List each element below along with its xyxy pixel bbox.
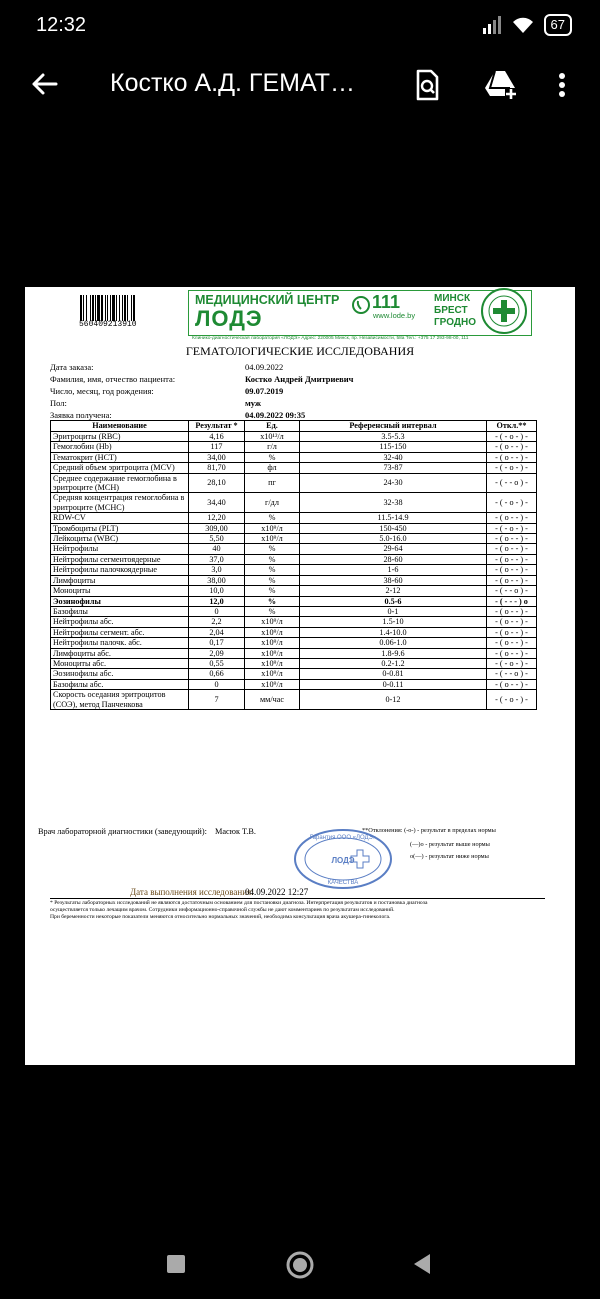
column-header: Референсный интервал	[300, 421, 487, 432]
reference-range: 0-0.81	[300, 669, 487, 679]
info-value: Костко Андрей Дмитриевич	[245, 374, 354, 384]
unit: x10⁹/л	[245, 627, 300, 637]
deviation: - ( o - - ) -	[487, 679, 537, 689]
test-name: Моноциты абс.	[51, 658, 189, 668]
test-name: Гемоглобин (Hb)	[51, 442, 189, 452]
unit: x10⁹/л	[245, 638, 300, 648]
table-row	[51, 669, 537, 679]
clinic-address: Клинико-диагностическая лаборатория «ЛОДЭ» Адрес: 220005 Минск, пр. Независимости, 58а Тел.: +375 17 293-98-00, 111	[192, 336, 469, 341]
unit: %	[245, 606, 300, 616]
result-value: 117	[189, 442, 245, 452]
deviation: - ( - o - ) -	[487, 493, 537, 513]
reference-range: 0-0.11	[300, 679, 487, 689]
results-table	[50, 420, 537, 710]
test-name: Скорость оседания эритроцитов (СОЭ), метод Панченкова	[51, 690, 189, 710]
phone-icon	[352, 295, 370, 315]
info-label: Число, месяц, год рождения:	[50, 386, 154, 396]
table-row	[51, 586, 537, 596]
unit: x10⁹/л	[245, 669, 300, 679]
result-value: 12,0	[189, 596, 245, 606]
deviation: - ( o - - ) -	[487, 565, 537, 575]
table-body	[51, 432, 537, 710]
unit: пг	[245, 473, 300, 493]
test-name: Эозинофилы абс.	[51, 669, 189, 679]
result-value: 38,00	[189, 575, 245, 585]
test-name: Средняя концентрация гемоглобина в эритроците (MCHC)	[51, 493, 189, 513]
signal-icon	[482, 16, 502, 34]
reference-range: 0.06-1.0	[300, 638, 487, 648]
table-row	[51, 452, 537, 462]
reference-range: 2-12	[300, 586, 487, 596]
deviation: - ( - o - ) -	[487, 690, 537, 710]
result-value: 40	[189, 544, 245, 554]
result-value: 3,0	[189, 565, 245, 575]
report-heading: ГЕМАТОЛОГИЧЕСКИЕ ИССЛЕДОВАНИЯ	[185, 344, 415, 358]
deviation: - ( o - - ) -	[487, 544, 537, 554]
test-name: Среднее содержание гемоглобина в эритроците (MCH)	[51, 473, 189, 493]
unit: %	[245, 513, 300, 523]
info-label: Пол:	[50, 398, 67, 408]
deviation: - ( - - o ) -	[487, 473, 537, 493]
column-header: Откл.**	[487, 421, 537, 432]
reference-range: 1.4-10.0	[300, 627, 487, 637]
column-header: Ед.	[245, 421, 300, 432]
unit: %	[245, 575, 300, 585]
test-name: Средний объем эритроцита (MCV)	[51, 463, 189, 473]
deviation: - ( o - - ) -	[487, 617, 537, 627]
info-value: 04.09.2022	[245, 362, 284, 372]
result-value: 2,2	[189, 617, 245, 627]
result-value: 34,00	[189, 452, 245, 462]
result-value: 309,00	[189, 523, 245, 533]
table-row	[51, 606, 537, 616]
unit: x10⁹/л	[245, 679, 300, 689]
test-name: Базофилы	[51, 606, 189, 616]
reference-range: 24-30	[300, 473, 487, 493]
result-value: 0,55	[189, 658, 245, 668]
result-value: 37,0	[189, 554, 245, 564]
doctor-signature	[38, 827, 256, 836]
document-search-icon[interactable]	[410, 68, 444, 102]
table-row	[51, 627, 537, 637]
table-row	[51, 493, 537, 513]
reference-range: 11.5-14.9	[300, 513, 487, 523]
barcode-icon	[80, 295, 152, 321]
barcode-number: 560409213910	[79, 320, 137, 329]
reference-range: 150-450	[300, 523, 487, 533]
table-row	[51, 658, 537, 668]
table-row	[51, 513, 537, 523]
reference-range: 32-38	[300, 493, 487, 513]
test-name: Базофилы абс.	[51, 679, 189, 689]
result-value: 81,70	[189, 463, 245, 473]
deviation: - ( - o - ) -	[487, 658, 537, 668]
table-row	[51, 473, 537, 493]
result-value: 34,40	[189, 493, 245, 513]
legend-line-3: o(—) - результат ниже нормы	[410, 853, 489, 860]
test-name: Нейтрофилы палочкоядерные	[51, 565, 189, 575]
status-bar	[0, 0, 600, 52]
battery-indicator: 67	[544, 14, 572, 36]
unit: %	[245, 565, 300, 575]
test-name: RDW-CV	[51, 513, 189, 523]
table-row	[51, 442, 537, 452]
table-row	[51, 534, 537, 544]
reference-range: 1.5-10	[300, 617, 487, 627]
unit: x10¹²/л	[245, 432, 300, 442]
unit: x10⁹/л	[245, 658, 300, 668]
info-value: 09.07.2019	[245, 386, 284, 396]
result-value: 28,10	[189, 473, 245, 493]
deviation: - ( o - - ) -	[487, 606, 537, 616]
result-value: 2,04	[189, 627, 245, 637]
logo-subtitle: МЕДИЦИНСКИЙ ЦЕНТР	[195, 293, 340, 307]
test-name: Гематокрит (HCT)	[51, 452, 189, 462]
reference-range: 1.8-9.6	[300, 648, 487, 658]
table-row	[51, 565, 537, 575]
city-minsk: МИНСК	[434, 293, 471, 304]
deviation: - ( o - - ) -	[487, 452, 537, 462]
deviation: - ( - - o ) -	[487, 586, 537, 596]
wifi-icon	[512, 16, 534, 34]
footnote-3: При беременности некоторые показатели меняются относительно нормальных значений, необходима консультация врача акушера-гинеколога.	[50, 914, 391, 920]
unit: мм/час	[245, 690, 300, 710]
unit: г/л	[245, 442, 300, 452]
unit: %	[245, 554, 300, 564]
reference-range: 0.2-1.2	[300, 658, 487, 668]
phone-number: 111	[372, 292, 401, 312]
svg-text:ЛОДЭ: ЛОДЭ	[331, 856, 355, 865]
column-header: Результат *	[189, 421, 245, 432]
unit: %	[245, 586, 300, 596]
info-label: Фамилия, имя, отчество пациента:	[50, 374, 176, 384]
test-name: Моноциты	[51, 586, 189, 596]
logo-name: ЛОДЭ	[195, 306, 263, 331]
test-name: Нейтрофилы палочк. абс.	[51, 638, 189, 648]
deviation: - ( - - o ) -	[487, 669, 537, 679]
unit: x10⁹/л	[245, 534, 300, 544]
legend-line-1: **Отклонения: (-o-) - результат в пределах нормы	[362, 827, 496, 834]
back-nav-icon[interactable]	[412, 1253, 432, 1275]
completion-date-value: 04.09.2022 12:27	[245, 887, 309, 897]
cities-list	[434, 293, 476, 329]
table-row	[51, 575, 537, 585]
website: www.lode.by	[373, 311, 416, 320]
result-value: 0	[189, 606, 245, 616]
result-value: 12,20	[189, 513, 245, 523]
unit: x10⁹/л	[245, 523, 300, 533]
quality-seal-icon	[480, 287, 528, 335]
table-header	[51, 421, 537, 432]
reference-range: 73-87	[300, 463, 487, 473]
city-brest: БРЕСТ	[434, 305, 468, 316]
clock: 12:32	[36, 14, 87, 36]
status-icons	[482, 14, 572, 36]
deviation: - ( - - - ) o	[487, 596, 537, 606]
table-row	[51, 679, 537, 689]
info-value: муж	[245, 398, 262, 408]
unit: %	[245, 544, 300, 554]
unit: фл	[245, 463, 300, 473]
result-value: 7	[189, 690, 245, 710]
lab-stamp-icon	[293, 828, 393, 890]
test-name: Лимфоциты абс.	[51, 648, 189, 658]
document-page	[25, 287, 575, 1065]
deviation: - ( - o - ) -	[487, 523, 537, 533]
svg-text:КАЧЕСТВА: КАЧЕСТВА	[327, 880, 359, 886]
test-name: Лимфоциты	[51, 575, 189, 585]
deviation: - ( o - - ) -	[487, 442, 537, 452]
app-bar	[0, 52, 600, 120]
table-row	[51, 648, 537, 658]
completion-date-label: Дата выполнения исследования:	[130, 887, 254, 897]
footnote-2: осуществляется только лечащим врачом. Сотрудники информационно-справочной службы не дают комментариев по результатам исследований.	[50, 907, 395, 913]
more-options-icon[interactable]	[552, 68, 572, 102]
table-row	[51, 544, 537, 554]
test-name: Тромбоциты (PLT)	[51, 523, 189, 533]
info-label: Дата заказа:	[50, 362, 94, 372]
unit: x10⁹/л	[245, 617, 300, 627]
result-value: 0,66	[189, 669, 245, 679]
deviation: - ( o - - ) -	[487, 534, 537, 544]
deviation: - ( o - - ) -	[487, 638, 537, 648]
result-value: 10,0	[189, 586, 245, 596]
test-name: Нейтрофилы сегментоядерные	[51, 554, 189, 564]
deviation: - ( o - - ) -	[487, 627, 537, 637]
column-header: Наименование	[51, 421, 189, 432]
table-row	[51, 617, 537, 627]
result-value: 0	[189, 679, 245, 689]
footnote-1: * Результаты лабораторных исследований не являются достаточным основанием для постановки диагноза. Интерпретация результатов и постановка диагноза	[50, 900, 428, 906]
unit: %	[245, 452, 300, 462]
back-arrow-icon[interactable]	[28, 68, 60, 100]
city-grodno: ГРОДНО	[434, 317, 476, 328]
table-row	[51, 596, 537, 606]
reference-range: 29-64	[300, 544, 487, 554]
deviation: - ( o - - ) -	[487, 554, 537, 564]
footnote-divider	[50, 898, 545, 899]
test-name: Эритроциты (RBC)	[51, 432, 189, 442]
table-row	[51, 554, 537, 564]
reference-range: 5.0-16.0	[300, 534, 487, 544]
add-to-drive-icon[interactable]	[483, 68, 517, 102]
test-name: Нейтрофилы абс.	[51, 617, 189, 627]
reference-range: 28-60	[300, 554, 487, 564]
reference-range: 0.5-6	[300, 596, 487, 606]
doctor-name: Масюк Т.В.	[215, 827, 256, 836]
document-title: Костко А.Д. ГЕМАТ…	[110, 69, 355, 97]
deviation: - ( o - - ) -	[487, 648, 537, 658]
doctor-label: Врач лабораторной диагностики (заведующий):	[38, 827, 207, 836]
deviation: - ( o - - ) -	[487, 575, 537, 585]
test-name: Нейтрофилы	[51, 544, 189, 554]
reference-range: 1-6	[300, 565, 487, 575]
result-value: 2,09	[189, 648, 245, 658]
result-value: 5,50	[189, 534, 245, 544]
result-value: 0,17	[189, 638, 245, 648]
reference-range: 0-1	[300, 606, 487, 616]
legend-line-2: (—)o - результат выше нормы	[410, 841, 490, 848]
deviation: - ( - o - ) -	[487, 432, 537, 442]
recents-icon[interactable]	[166, 1254, 186, 1274]
reference-range: 32-40	[300, 452, 487, 462]
test-name: Лейкоциты (WBC)	[51, 534, 189, 544]
reference-range: 3.5-5.3	[300, 432, 487, 442]
unit: x10⁹/л	[245, 648, 300, 658]
svg-text:Гарантия ООО «ЛОДЭ»: Гарантия ООО «ЛОДЭ»	[309, 835, 377, 841]
info-value: 04.09.2022 09:35	[245, 410, 306, 420]
table-row	[51, 463, 537, 473]
unit: г/дл	[245, 493, 300, 513]
table-row	[51, 432, 537, 442]
deviation: - ( o - - ) -	[487, 513, 537, 523]
test-name: Эозинофилы	[51, 596, 189, 606]
home-icon[interactable]	[285, 1250, 315, 1280]
test-name: Нейтрофилы сегмент. абс.	[51, 627, 189, 637]
table-row	[51, 690, 537, 710]
reference-range: 0-12	[300, 690, 487, 710]
table-row	[51, 638, 537, 648]
info-label: Заявка получена:	[50, 410, 112, 420]
unit: %	[245, 596, 300, 606]
navigation-bar	[0, 1230, 600, 1299]
reference-range: 38-60	[300, 575, 487, 585]
deviation: - ( - o - ) -	[487, 463, 537, 473]
result-value: 4,16	[189, 432, 245, 442]
table-row	[51, 523, 537, 533]
reference-range: 115-150	[300, 442, 487, 452]
